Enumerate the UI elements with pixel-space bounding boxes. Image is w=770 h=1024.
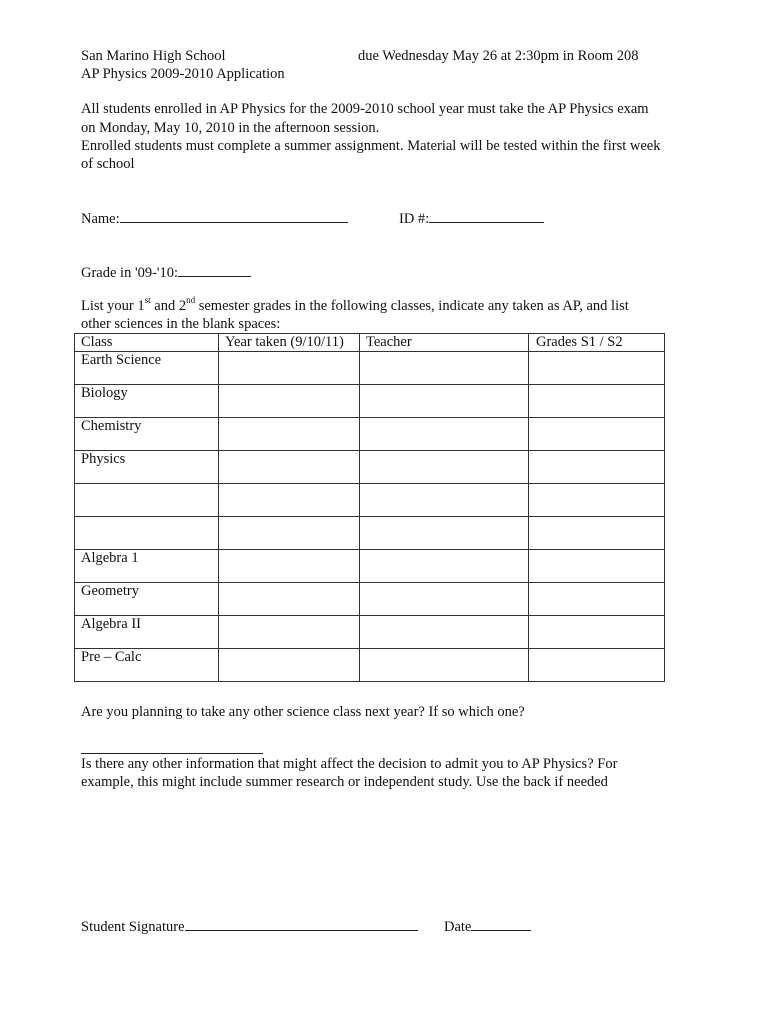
id-field[interactable] bbox=[399, 209, 544, 228]
date-field[interactable] bbox=[444, 917, 531, 936]
grades-table bbox=[74, 333, 665, 682]
grade-field[interactable] bbox=[81, 263, 251, 282]
id-label: ID #: bbox=[399, 211, 430, 227]
col-header-year: Year taken (9/10/11) bbox=[219, 334, 360, 352]
question-other-science: Are you planning to take any other science class next year? If so which one? bbox=[81, 704, 525, 720]
table-row bbox=[75, 649, 665, 682]
table-row bbox=[75, 583, 665, 616]
name-label: Name: bbox=[81, 211, 120, 227]
grade-blank[interactable] bbox=[178, 263, 251, 277]
grades-cell[interactable] bbox=[529, 583, 665, 616]
year-cell[interactable] bbox=[219, 550, 360, 583]
due-date: due Wednesday May 26 at 2:30pm in Room 208 bbox=[358, 48, 639, 64]
question-other-info: example, this might include summer research or independent study. Use the back if needed bbox=[81, 774, 608, 790]
class-cell: Geometry bbox=[75, 583, 219, 616]
year-cell[interactable] bbox=[219, 451, 360, 484]
teacher-cell[interactable] bbox=[360, 517, 529, 550]
table-header-row bbox=[75, 334, 665, 352]
date-blank[interactable] bbox=[471, 917, 531, 931]
year-cell[interactable] bbox=[219, 583, 360, 616]
col-header-teacher: Teacher bbox=[360, 334, 529, 352]
table-row bbox=[75, 484, 665, 517]
class-cell: Physics bbox=[75, 451, 219, 484]
col-header-grades: Grades S1 / S2 bbox=[529, 334, 665, 352]
table-row bbox=[75, 385, 665, 418]
class-cell: Algebra II bbox=[75, 616, 219, 649]
question-other-info: Is there any other information that might affect the decision to admit you to AP Physics? For bbox=[81, 756, 618, 772]
teacher-cell[interactable] bbox=[360, 649, 529, 682]
id-blank[interactable] bbox=[429, 209, 544, 223]
class-cell-blank[interactable] bbox=[75, 517, 219, 550]
application-title: AP Physics 2009-2010 Application bbox=[81, 66, 285, 82]
teacher-cell[interactable] bbox=[360, 484, 529, 517]
table-row bbox=[75, 517, 665, 550]
teacher-cell[interactable] bbox=[360, 583, 529, 616]
grades-cell[interactable] bbox=[529, 517, 665, 550]
grades-cell[interactable] bbox=[529, 616, 665, 649]
table-row bbox=[75, 352, 665, 385]
teacher-cell[interactable] bbox=[360, 451, 529, 484]
table-row bbox=[75, 616, 665, 649]
table-row bbox=[75, 550, 665, 583]
year-cell[interactable] bbox=[219, 616, 360, 649]
intro-line: of school bbox=[81, 156, 135, 172]
signature-label: Student Signature bbox=[81, 919, 185, 935]
year-cell[interactable] bbox=[219, 352, 360, 385]
signature-field[interactable] bbox=[81, 917, 418, 936]
year-cell[interactable] bbox=[219, 418, 360, 451]
instructions-text: List your 1 bbox=[81, 298, 145, 314]
intro-line: Enrolled students must complete a summer assignment. Material will be tested within the first week bbox=[81, 138, 661, 154]
grades-cell[interactable] bbox=[529, 550, 665, 583]
class-cell: Pre – Calc bbox=[75, 649, 219, 682]
instructions-text: and 2 bbox=[150, 298, 187, 314]
grades-cell[interactable] bbox=[529, 352, 665, 385]
grades-cell[interactable] bbox=[529, 385, 665, 418]
grades-cell[interactable] bbox=[529, 649, 665, 682]
class-cell: Algebra 1 bbox=[75, 550, 219, 583]
class-cell-blank[interactable] bbox=[75, 484, 219, 517]
ordinal-suffix: st bbox=[144, 295, 151, 306]
year-cell[interactable] bbox=[219, 484, 360, 517]
school-name: San Marino High School bbox=[81, 48, 226, 64]
year-cell[interactable] bbox=[219, 385, 360, 418]
teacher-cell[interactable] bbox=[360, 352, 529, 385]
instructions-line bbox=[81, 295, 629, 315]
year-cell[interactable] bbox=[219, 517, 360, 550]
class-cell: Biology bbox=[75, 385, 219, 418]
teacher-cell[interactable] bbox=[360, 418, 529, 451]
teacher-cell[interactable] bbox=[360, 550, 529, 583]
class-cell: Chemistry bbox=[75, 418, 219, 451]
intro-line: on Monday, May 10, 2010 in the afternoon session. bbox=[81, 120, 380, 136]
grade-label: Grade in '09-'10: bbox=[81, 265, 179, 281]
instructions-line: other sciences in the blank spaces: bbox=[81, 316, 281, 332]
teacher-cell[interactable] bbox=[360, 385, 529, 418]
grades-cell[interactable] bbox=[529, 418, 665, 451]
year-cell[interactable] bbox=[219, 649, 360, 682]
class-cell: Earth Science bbox=[75, 352, 219, 385]
table-row bbox=[75, 451, 665, 484]
ordinal-suffix: nd bbox=[186, 295, 196, 306]
grades-cell[interactable] bbox=[529, 484, 665, 517]
instructions-text: semester grades in the following classes, indicate any taken as AP, and list bbox=[195, 298, 629, 314]
col-header-class: Class bbox=[75, 334, 219, 352]
teacher-cell[interactable] bbox=[360, 616, 529, 649]
name-field[interactable] bbox=[81, 209, 348, 228]
intro-line: All students enrolled in AP Physics for the 2009-2010 school year must take the AP Physics exam bbox=[81, 101, 649, 117]
signature-blank[interactable] bbox=[185, 917, 418, 931]
table-row bbox=[75, 418, 665, 451]
date-label: Date bbox=[444, 919, 472, 935]
grades-cell[interactable] bbox=[529, 451, 665, 484]
name-blank[interactable] bbox=[120, 209, 348, 223]
